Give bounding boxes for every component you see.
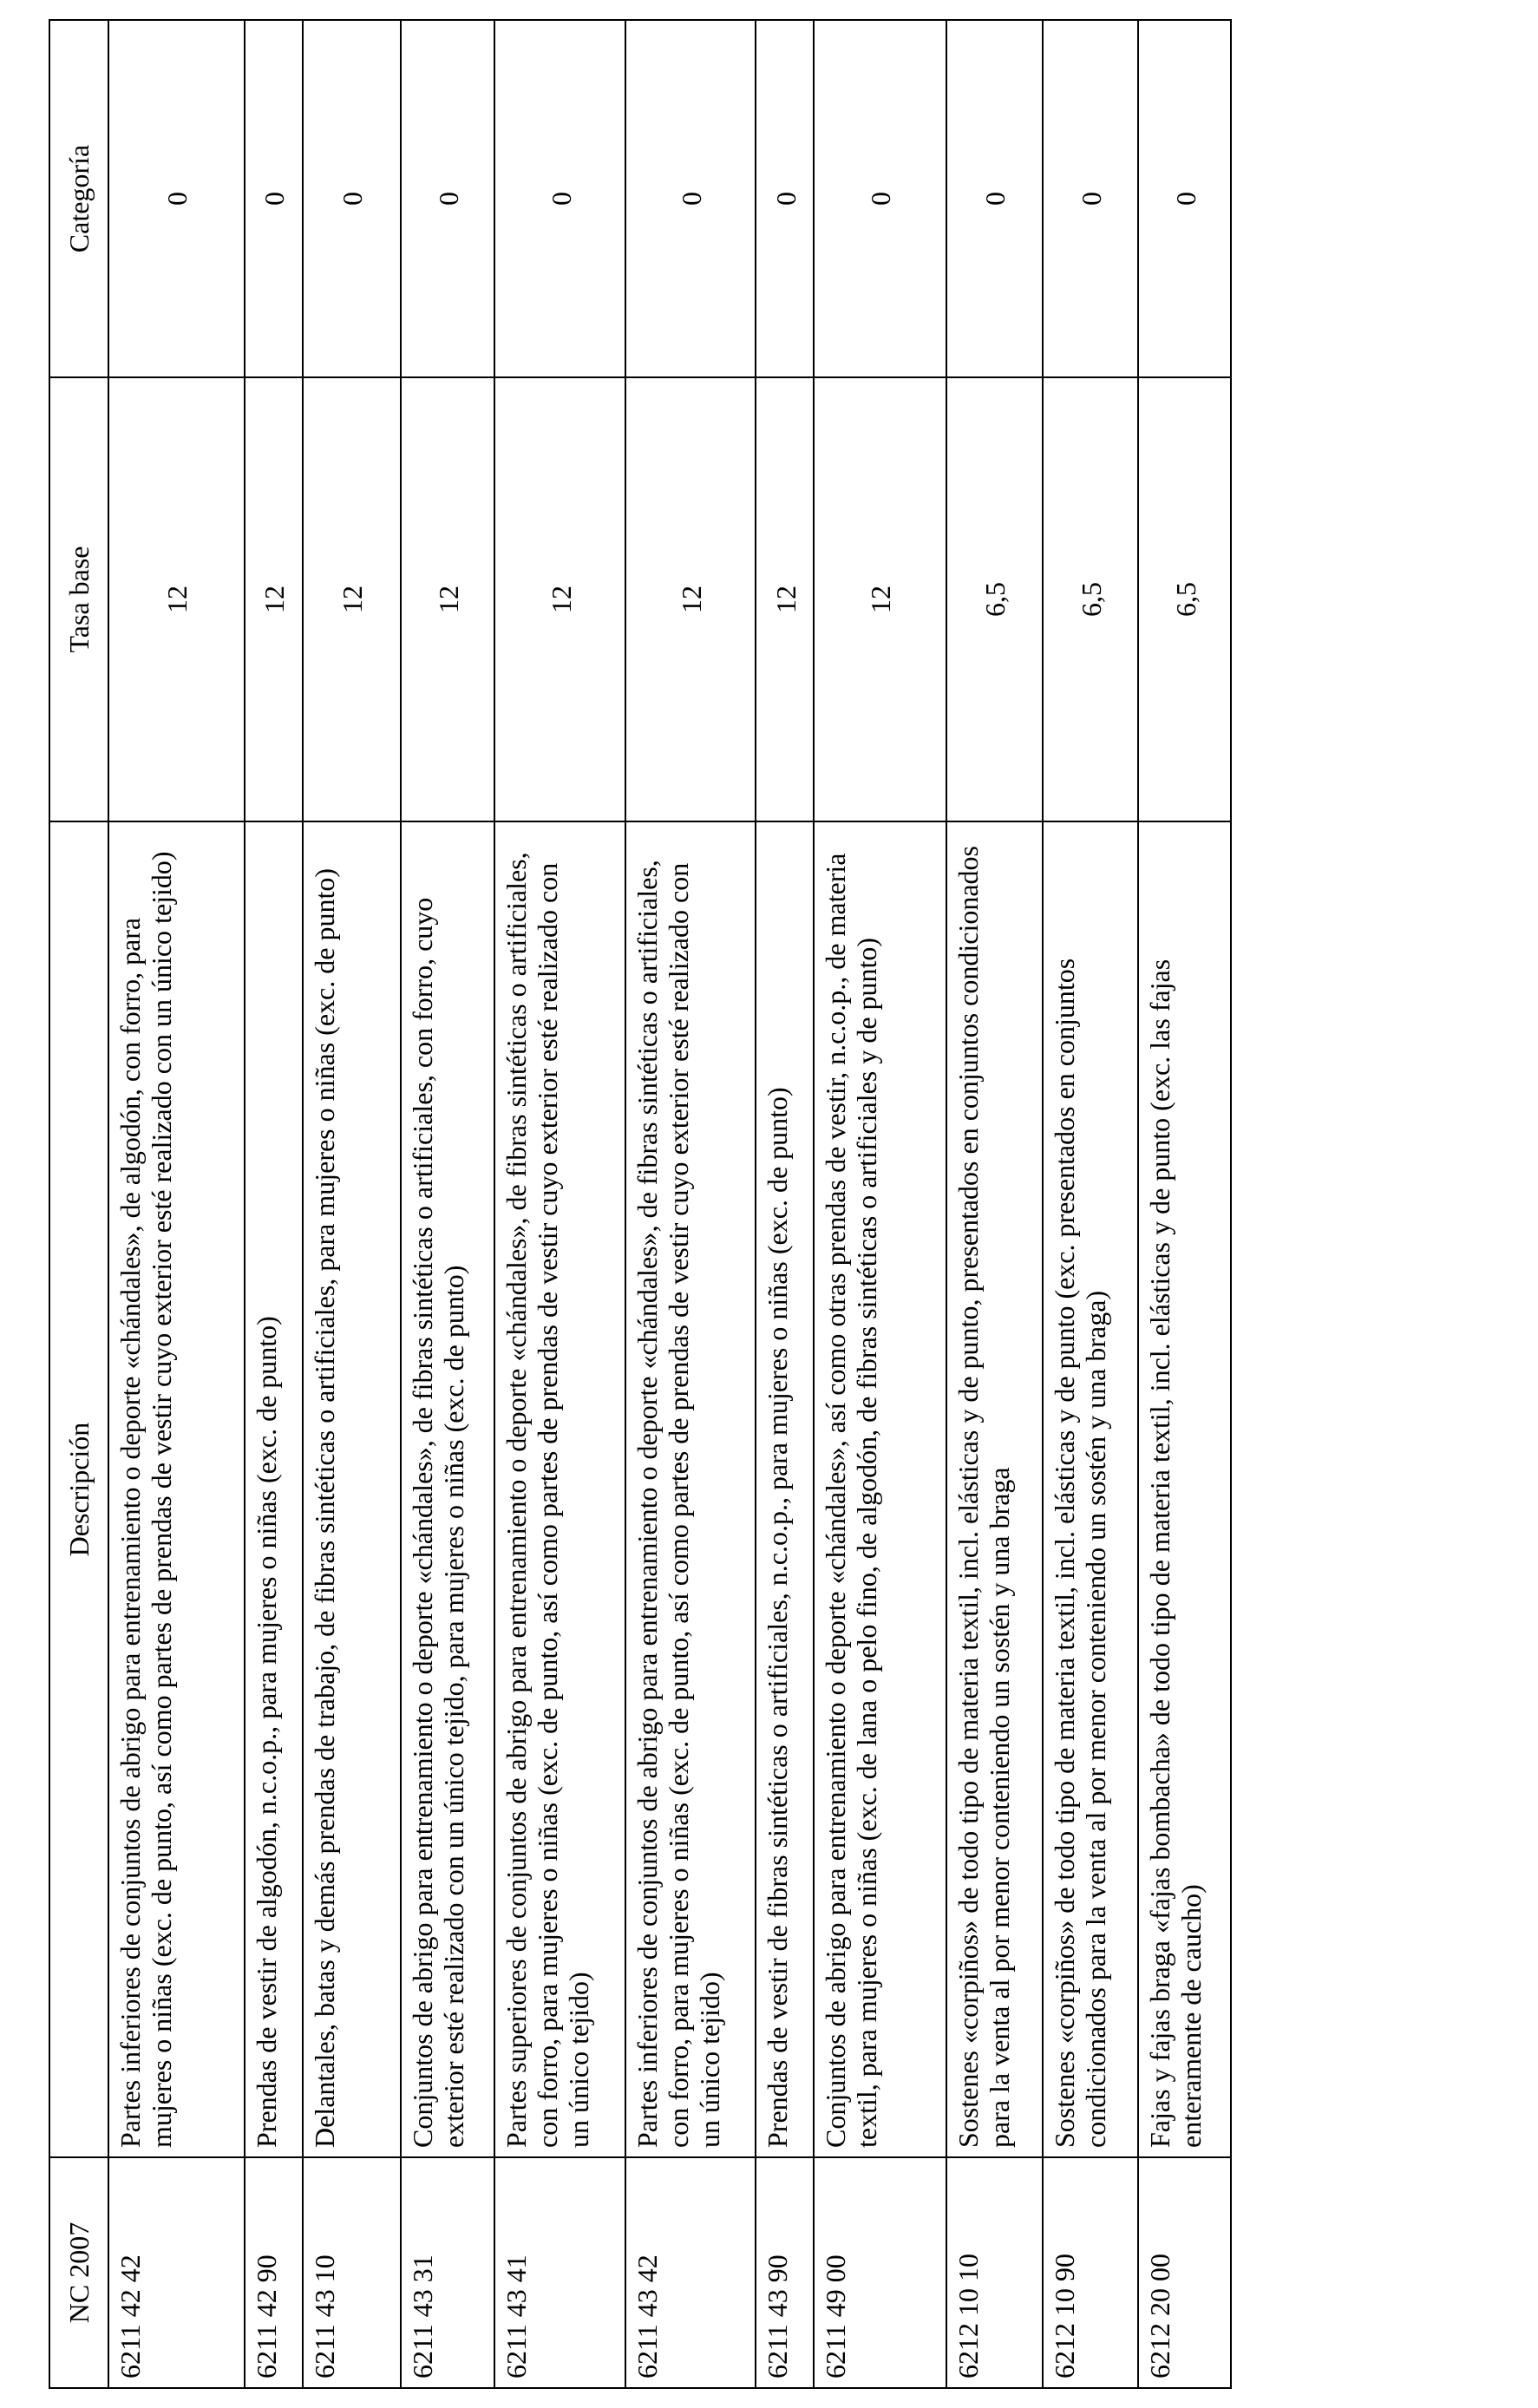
cell-rate: 6,5 [946,377,1043,821]
cell-code: 6211 42 42 [108,2157,245,2388]
cell-code: 6212 10 90 [1043,2157,1139,2388]
cell-rate: 12 [756,377,814,821]
table-row [108,20,245,2388]
table-row [1043,20,1139,2388]
table-row [303,20,401,2388]
cell-description: Partes inferiores de conjuntos de abrigo para entrenamiento o deporte «chándales», de fibras sintéticas o artificiales, con forro, para mujeres o niñas (exc. de punto, así como partes de prendas de vestir cuyo exterior esté realizado con un único tejido) [625,821,756,2157]
cell-code: 6211 43 10 [303,2157,401,2388]
header-category: Categoría [49,20,108,377]
cell-rate: 12 [625,377,756,821]
table-row [1138,20,1231,2388]
cell-category: 0 [494,20,625,377]
cell-category: 0 [245,20,303,377]
cell-category: 0 [756,20,814,377]
table-header-row [49,20,108,2388]
cell-description: Prendas de vestir de fibras sintéticas o artificiales, n.c.o.p., para mujeres o niñas (exc. de punto) [756,821,814,2157]
cell-category: 0 [625,20,756,377]
table-row [946,20,1043,2388]
table-row [814,20,946,2388]
cell-rate: 12 [303,377,401,821]
header-description: Descripción [49,821,108,2157]
cell-code: 6211 43 90 [756,2157,814,2388]
cell-category: 0 [946,20,1043,377]
cell-code: 6211 42 90 [245,2157,303,2388]
cell-description: Fajas y fajas braga «fajas bombacha» de todo tipo de materia textil, incl. elásticas y de punto (exc. las fajas enteramente de caucho) [1138,821,1231,2157]
cell-rate: 6,5 [1043,377,1139,821]
cell-rate: 12 [108,377,245,821]
cell-rate: 12 [814,377,946,821]
rotated-page [49,21,1232,2389]
cell-description: Prendas de vestir de algodón, n.c.o.p., para mujeres o niñas (exc. de punto) [245,821,303,2157]
cell-category: 0 [303,20,401,377]
cell-description: Sostenes «corpiños» de todo tipo de materia textil, incl. elásticas y de punto, presentados en conjuntos condicionados para la venta al por menor conteniendo un sostén y una braga [946,821,1043,2157]
header-rate: Tasa base [49,377,108,821]
cell-rate: 12 [401,377,495,821]
cell-category: 0 [1043,20,1139,377]
cell-code: 6211 43 41 [494,2157,625,2388]
header-code: NC 2007 [49,2157,108,2388]
cell-code: 6211 49 00 [814,2157,946,2388]
cell-category: 0 [1138,20,1231,377]
tariff-table [49,19,1232,2389]
cell-rate: 6,5 [1138,377,1231,821]
table-row [401,20,495,2388]
cell-rate: 12 [245,377,303,821]
cell-code: 6211 43 42 [625,2157,756,2388]
cell-description: Partes inferiores de conjuntos de abrigo para entrenamiento o deporte «chándales», de algodón, con forro, para mujeres o niñas (exc. de punto, así como partes de prendas de vestir cuyo exterior esté realizado con un único tejido) [108,821,245,2157]
cell-description: Partes superiores de conjuntos de abrigo para entrenamiento o deporte «chándales», de fibras sintéticas o artificiales, con forro, para mujeres o niñas (exc. de punto, así como partes de prendas de vestir cuyo exterior esté realizado con un único tejido) [494,821,625,2157]
table-row [756,20,814,2388]
cell-category: 0 [108,20,245,377]
cell-description: Sostenes «corpiños» de todo tipo de materia textil, incl. elásticas y de punto (exc. presentados en conjuntos condicionados para la venta al por menor conteniendo un sostén y una braga) [1043,821,1139,2157]
cell-code: 6212 10 10 [946,2157,1043,2388]
cell-description: Delantales, batas y demás prendas de trabajo, de fibras sintéticas o artificiales, para mujeres o niñas (exc. de punto) [303,821,401,2157]
cell-code: 6212 20 00 [1138,2157,1231,2388]
cell-category: 0 [401,20,495,377]
cell-rate: 12 [494,377,625,821]
cell-description: Conjuntos de abrigo para entrenamiento o deporte «chándales», así como otras prendas de vestir, n.c.o.p., de materia textil, para mujeres o niñas (exc. de lana o pelo fino, de algodón, de fibras sintéticas o artificiales y de punto) [814,821,946,2157]
cell-category: 0 [814,20,946,377]
table-row [625,20,756,2388]
cell-description: Conjuntos de abrigo para entrenamiento o deporte «chándales», de fibras sintéticas o artificiales, con forro, cuyo exterior esté realizado con un único tejido, para mujeres o niñas (exc. de punto) [401,821,495,2157]
table-row [245,20,303,2388]
table-row [494,20,625,2388]
cell-code: 6211 43 31 [401,2157,495,2388]
